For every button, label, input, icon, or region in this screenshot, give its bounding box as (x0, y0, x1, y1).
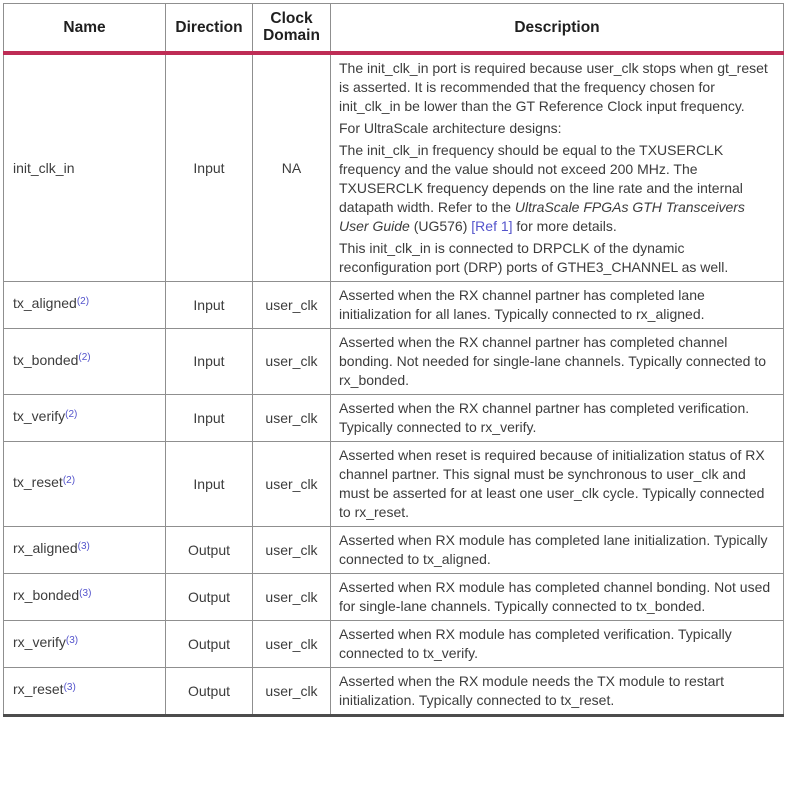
description-paragraph (339, 333, 777, 390)
description-paragraph (339, 239, 777, 277)
table-row (4, 667, 784, 715)
italic-doc-title: UltraScale FPGAs GTH Transceivers User Guide (339, 198, 745, 234)
col-header-description: Description (331, 4, 784, 53)
table-row (4, 53, 784, 282)
header-row (4, 4, 784, 53)
clock-domain-cell: user_clk (253, 573, 331, 620)
description-cell (331, 53, 784, 282)
description-text: Asserted when RX module has completed lane initialization. Typically connected to tx_aligned. (339, 531, 768, 567)
table-row (4, 573, 784, 620)
signal-name-cell (4, 441, 166, 526)
ref-link[interactable]: [Ref 1] (471, 217, 513, 234)
direction-cell: Input (166, 328, 253, 394)
table-row (4, 526, 784, 573)
footnote-link[interactable]: (3) (63, 681, 76, 693)
table-row (4, 441, 784, 526)
description-text: Asserted when reset is required because of initialization status of RX channel partner. This signal must be synchronous to user_clk and must be asserted for at least one user_clk cycle. Typically connected to rx_reset. (339, 446, 765, 520)
description-text: Asserted when RX module has completed channel bonding. Not used for single-lane channels. Typically connected to tx_bonded. (339, 578, 771, 614)
signal-name-cell (4, 620, 166, 667)
description-cell (331, 526, 784, 573)
description-paragraph (339, 141, 777, 236)
footnote-link[interactable]: (2) (65, 408, 78, 420)
signal-name: init_clk_in (13, 159, 75, 176)
direction-cell: Output (166, 620, 253, 667)
description-text: For UltraScale architecture designs: (339, 119, 562, 136)
signal-name: tx_reset (13, 474, 63, 491)
footnote-link[interactable]: (2) (76, 295, 90, 307)
description-text: (UG576) (409, 217, 472, 234)
signal-name-cell (4, 667, 166, 715)
description-text: Asserted when the RX channel partner has completed lane initialization for all lanes. Typically connected to rx_aligned. (339, 286, 705, 322)
clock-domain-cell: user_clk (253, 620, 331, 667)
signal-name: rx_reset (13, 681, 64, 698)
signal-name-cell (4, 53, 166, 282)
direction-cell: Output (166, 667, 253, 715)
footnote-link[interactable]: (3) (77, 540, 90, 552)
col-header-clock-domain: Clock Domain (253, 4, 331, 53)
clock-domain-cell: user_clk (253, 526, 331, 573)
description-paragraph (339, 399, 777, 437)
direction-cell: Input (166, 53, 253, 282)
direction-cell: Input (166, 394, 253, 441)
signal-name: rx_bonded (13, 587, 80, 604)
description-cell (331, 441, 784, 526)
description-paragraph (339, 531, 777, 569)
signal-name-cell (4, 573, 166, 620)
description-paragraph (339, 672, 777, 710)
signal-table (3, 3, 784, 717)
signal-table-body (4, 53, 784, 716)
footnote-link[interactable]: (2) (62, 474, 76, 486)
signal-name: rx_verify (13, 634, 66, 651)
table-row (4, 620, 784, 667)
description-cell (331, 620, 784, 667)
description-paragraph (339, 446, 777, 522)
signal-name: tx_verify (13, 408, 66, 425)
clock-domain-cell: user_clk (253, 394, 331, 441)
footnote-link[interactable]: (2) (78, 352, 91, 364)
description-text: The init_clk_in port is required because user_clk stops when gt_reset is asserted. It is recommended that the frequency chosen for init_clk_in be lower than the GT Reference Clock input frequency. (339, 59, 768, 114)
description-text: Asserted when the RX module needs the TX module to restart initialization. Typically connected to tx_reset. (339, 672, 724, 708)
direction-cell: Output (166, 526, 253, 573)
signal-name-cell (4, 328, 166, 394)
description-paragraph (339, 286, 777, 324)
signal-name: tx_aligned (13, 295, 77, 312)
direction-cell: Input (166, 281, 253, 328)
description-text: Asserted when the RX channel partner has completed verification. Typically connected to rx_verify. (339, 399, 750, 435)
description-text: This init_clk_in is connected to DRPCLK of the dynamic reconfiguration port (DRP) ports of GTHE3_CHANNEL as well. (339, 239, 729, 275)
signal-name-cell (4, 394, 166, 441)
signal-name-cell (4, 281, 166, 328)
description-text: Asserted when RX module has completed verification. Typically connected to tx_verify. (339, 625, 732, 661)
direction-cell: Output (166, 573, 253, 620)
description-cell (331, 573, 784, 620)
signal-name-cell (4, 526, 166, 573)
description-cell (331, 667, 784, 715)
signal-name: tx_bonded (13, 351, 79, 368)
clock-domain-cell: user_clk (253, 328, 331, 394)
col-header-direction: Direction (166, 4, 253, 53)
table-row (4, 394, 784, 441)
description-text: Asserted when the RX channel partner has completed channel bonding. Not needed for single-lane channels. Typically connected to rx_bonded. (339, 333, 767, 388)
description-paragraph (339, 59, 777, 116)
table-row (4, 328, 784, 394)
description-cell (331, 394, 784, 441)
description-paragraph (339, 578, 777, 616)
description-cell (331, 328, 784, 394)
footnote-link[interactable]: (3) (79, 587, 92, 599)
col-header-name: Name (4, 4, 166, 53)
description-text: The init_clk_in frequency should be equal to the TXUSERCLK frequency and the value should not exceed 200 MHz. The TXUSERCLK frequency depends on the line rate and the internal datapath width. Refer to the (339, 141, 743, 215)
description-paragraph (339, 119, 777, 138)
description-text: for more details. (512, 217, 617, 234)
description-cell (331, 281, 784, 328)
description-paragraph (339, 625, 777, 663)
signal-name: rx_aligned (13, 540, 78, 557)
clock-domain-cell: user_clk (253, 667, 331, 715)
direction-cell: Input (166, 441, 253, 526)
clock-domain-cell: NA (253, 53, 331, 282)
footnote-link[interactable]: (3) (65, 634, 79, 646)
clock-domain-cell: user_clk (253, 441, 331, 526)
clock-domain-cell: user_clk (253, 281, 331, 328)
table-row (4, 281, 784, 328)
